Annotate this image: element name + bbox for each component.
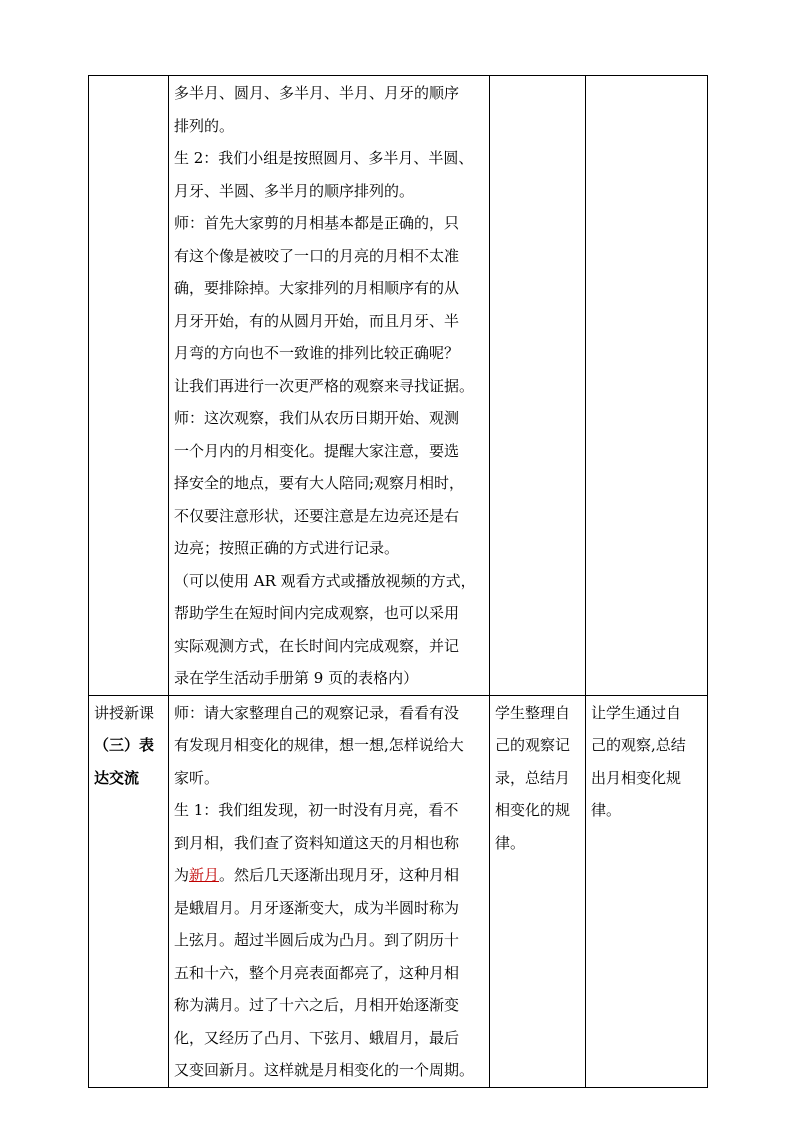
design-purpose xyxy=(586,696,707,827)
row2-content xyxy=(169,696,489,1087)
text-line: 己的观察,总结 xyxy=(591,736,686,754)
text-line: 边亮；按照正确的方式进行记录。 xyxy=(174,539,400,557)
text-line: 是蛾眉月。月牙逐渐变大，成为半圆时称为 xyxy=(174,898,460,917)
text-line: 上弦月。超过半圆后成为凸月。到了阴历十 xyxy=(174,931,460,949)
row1-purpose-cell xyxy=(586,76,708,696)
text-line: 到月相，我们查了资料知道这天的月相也称 xyxy=(174,833,460,852)
text-line: （可以使用 AR 观看方式或播放视频的方式， xyxy=(174,571,476,590)
text-line: 一个月内的月相变化。提醒大家注意，要选 xyxy=(174,441,460,460)
text-line: 生 1：我们组发现，初一时没有月亮，看不 xyxy=(174,801,459,819)
row2-student-cell xyxy=(490,695,586,1087)
text-line: 确，要排除掉。大家排列的月相顺序有的从 xyxy=(174,279,460,297)
text-line xyxy=(174,859,486,892)
link-prefix: 为 xyxy=(174,866,190,884)
row1-stage-cell xyxy=(89,76,169,696)
text-line: 家听。 xyxy=(174,768,220,787)
text-line: 师：这次观察，我们从农历日期开始、观测 xyxy=(174,409,460,427)
text-line: 有这个像是被咬了一口的月亮的月相不太准 xyxy=(174,246,460,265)
text-line: 相变化的规 xyxy=(495,801,571,819)
text-line: 录，总结月 xyxy=(495,768,571,787)
text-line: 排列的。 xyxy=(174,116,235,135)
new-moon-link[interactable]: 新月 xyxy=(189,866,220,884)
text-line: 让我们再进行一次更严格的观察来寻找证据。 xyxy=(174,376,475,395)
stage-line: 达交流 xyxy=(94,768,140,787)
text-line: 不仅要注意形状，还要注意是左边亮还是右 xyxy=(174,506,460,525)
text-line: 月牙、半圆、多半月的顺序排列的。 xyxy=(174,181,415,200)
row1-student-cell xyxy=(490,76,586,696)
row2-content-cell xyxy=(169,695,490,1087)
text-line: 有发现月相变化的规律，想一想,怎样说给大 xyxy=(174,736,464,754)
text-line: 律。 xyxy=(495,833,526,852)
text-line: 师：首先大家剪的月相基本都是正确的，只 xyxy=(174,214,460,232)
text-line: 学生整理自 xyxy=(495,703,571,722)
text-line: 己的观察记 xyxy=(495,736,571,754)
student-activity xyxy=(490,696,585,860)
text-line: 五和十六，整个月亮表面都亮了，这种月相 xyxy=(174,963,460,982)
text-line: 出月相变化规 xyxy=(591,768,682,787)
row1-content xyxy=(169,76,489,695)
text-line: 生 2：我们小组是按照圆月、多半月、半圆、 xyxy=(174,149,474,167)
text-line: 月弯的方向也不一致谁的排列比较正确呢？ xyxy=(174,344,460,362)
text-line: 称为满月。过了十六之后，月相开始逐渐变 xyxy=(174,996,460,1014)
text-line: 化，又经历了凸月、下弦月、蛾眉月，最后 xyxy=(174,1028,460,1047)
row1-content-cell xyxy=(169,76,490,696)
lesson-table xyxy=(88,75,708,1088)
text-line: 又变回新月。这样就是月相变化的一个周期。 xyxy=(174,1061,475,1079)
text-line: 律。 xyxy=(591,801,622,819)
text-line: 多半月、圆月、多半月、半月、月牙的顺序 xyxy=(174,84,460,102)
link-suffix: 。然后几天逐渐出现月牙，这种月相 xyxy=(219,866,460,884)
text-line: 师：请大家整理自己的观察记录，看看有没 xyxy=(174,703,460,722)
row2-purpose-cell xyxy=(586,695,708,1087)
text-line: 实际观测方式，在长时间内完成观察，并记 xyxy=(174,636,460,655)
stage-line: （三）表 xyxy=(94,736,155,754)
text-line: 录在学生活动手册第 9 页的表格内） xyxy=(174,669,419,687)
text-line: 帮助学生在短时间内完成观察，也可以采用 xyxy=(174,604,460,622)
text-line: 月牙开始，有的从圆月开始，而且月牙、半 xyxy=(174,311,460,330)
stage-line: 讲授新课 xyxy=(94,703,155,722)
row2-stage-cell xyxy=(89,695,169,1087)
stage-label xyxy=(89,696,168,795)
table-row xyxy=(89,695,708,1087)
text-line: 让学生通过自 xyxy=(591,703,682,722)
table-row xyxy=(89,76,708,696)
text-line: 择安全的地点，要有大人陪同;观察月相时， xyxy=(174,474,465,492)
